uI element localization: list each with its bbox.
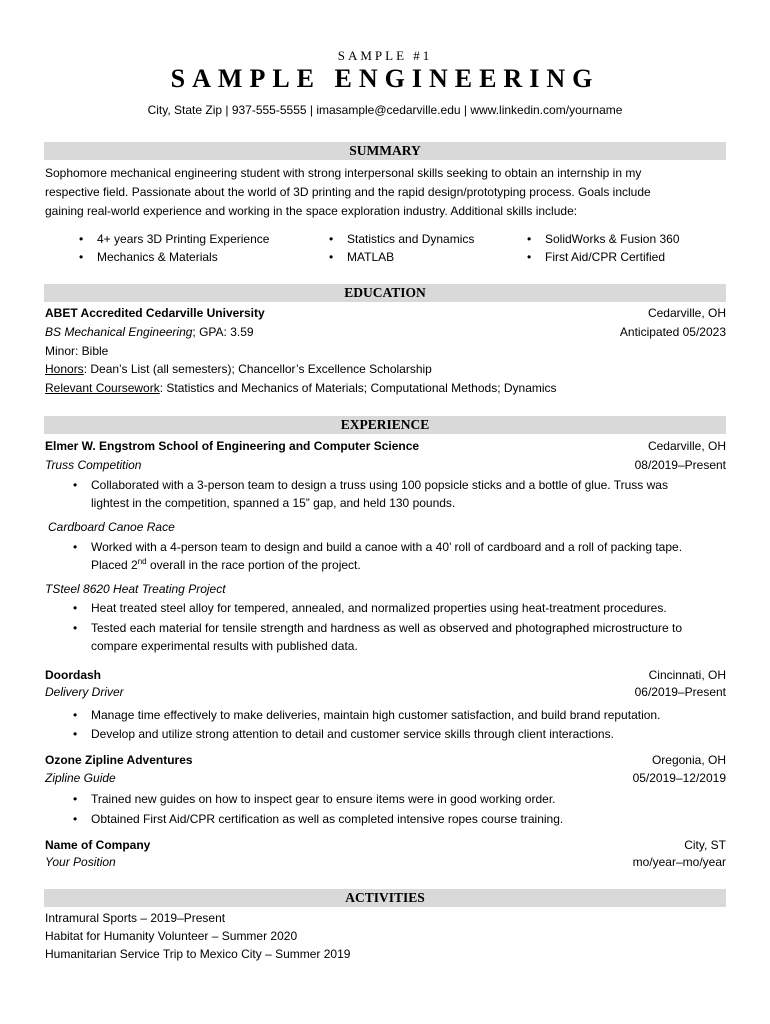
experience-heading: EXPERIENCE — [44, 416, 726, 434]
project-title: TSteel 8620 Heat Treating Project — [45, 582, 226, 596]
org-location: Cincinnati, OH — [648, 668, 726, 682]
degree-line — [45, 323, 254, 342]
honors-line — [45, 360, 432, 379]
activity-item: Humanitarian Service Trip to Mexico City – Summer 2019 — [45, 947, 351, 961]
position-date: mo/year–mo/year — [632, 855, 726, 869]
position-title: Zipline Guide — [45, 771, 116, 785]
position-date: 05/2019–12/2019 — [632, 771, 726, 785]
honors: : Dean’s List (all semesters); Chancellor’s Excellence Scholarship — [83, 362, 432, 376]
org-location: City, ST — [684, 838, 726, 852]
bullet-continuation — [91, 556, 361, 575]
org-location: Oregonia, OH — [651, 753, 726, 767]
skill-item: • MATLAB — [347, 248, 394, 267]
coursework: : Statistics and Mechanics of Materials; Computational Methods; Dynamics — [159, 381, 557, 395]
position-title: Your Position — [45, 855, 116, 869]
project-title: Cardboard Canoe Race — [48, 520, 175, 534]
education-heading: EDUCATION — [44, 284, 726, 302]
skill-item: • Statistics and Dynamics — [347, 230, 474, 249]
degree: BS Mechanical Engineering — [45, 325, 193, 339]
position-date: 06/2019–Present — [634, 685, 726, 699]
sample-label: SAMPLE #1 — [337, 48, 433, 63]
bullet-item: • Manage time effectively to make deliveries, maintain high customer satisfaction, and build brand reputation. — [91, 706, 660, 725]
org-name: Name of Company — [45, 838, 151, 852]
honors-label: Honors — [45, 362, 84, 376]
school-location: Cedarville, OH — [647, 306, 726, 320]
graduation-date: Anticipated 05/2023 — [619, 325, 726, 339]
org-name: Doordash — [45, 668, 102, 682]
skill-item: • First Aid/CPR Certified — [545, 248, 665, 267]
activity-item: Intramural Sports – 2019–Present — [45, 911, 226, 925]
placement-text: Placed 2 — [91, 558, 138, 572]
activity-item: Habitat for Humanity Volunteer – Summer 2020 — [45, 929, 298, 943]
gpa: ; GPA: 3.59 — [192, 325, 254, 339]
bullet-item: • Heat treated steel alloy for tempered, annealed, and normalized properties using heat-treatment procedures. — [91, 599, 667, 618]
skill-item: • SolidWorks & Fusion 360 — [545, 230, 680, 249]
contact-line: City, State Zip | 937-555-5555 | imasample@cedarville.edu | www.linkedin.com/yourname — [147, 103, 623, 117]
bullet-item: • Develop and utilize strong attention to detail and customer service skills through client interactions. — [91, 725, 614, 744]
project-date: 08/2019–Present — [634, 458, 726, 472]
skill-item: • Mechanics & Materials — [97, 248, 218, 267]
minor: Minor: Bible — [45, 344, 109, 358]
bullet-continuation: lightest in the competition, spanned a 15” gap, and held 130 pounds. — [91, 496, 456, 510]
coursework-line — [45, 379, 557, 398]
school-name: ABET Accredited Cedarville University — [45, 306, 265, 320]
activities-heading: ACTIVITIES — [44, 889, 726, 907]
bullet-item: • Collaborated with a 3-person team to design a truss using 100 popsicle sticks and a bottle of glue. Truss was — [91, 476, 668, 495]
project-title: Truss Competition — [45, 458, 142, 472]
placement-rest: overall in the race portion of the project. — [146, 558, 361, 572]
summary-line-2: respective field. Passionate about the world of 3D printing and the rapid design/prototyping process. Goals include — [45, 185, 651, 199]
coursework-label: Relevant Coursework — [45, 381, 160, 395]
resume-name: SAMPLE ENGINEERING — [170, 64, 600, 93]
bullet-item: • Tested each material for tensile strength and hardness as well as observed and photographed microstructure to — [91, 619, 682, 638]
bullet-item: • Trained new guides on how to inspect gear to ensure items were in good working order. — [91, 790, 555, 809]
org-location: Cedarville, OH — [647, 439, 726, 453]
org-name: Ozone Zipline Adventures — [45, 753, 193, 767]
summary-line-1: Sophomore mechanical engineering student with strong interpersonal skills seeking to obtain an internship in my — [45, 166, 642, 180]
skill-item: • 4+ years 3D Printing Experience — [97, 230, 269, 249]
bullet-item: • Worked with a 4-person team to design and build a canoe with a 40’ roll of cardboard and a roll of packing tape. — [91, 538, 682, 557]
placement-sup: nd — [137, 557, 147, 566]
bullet-item: • Obtained First Aid/CPR certification as well as completed intensive ropes course training. — [91, 810, 563, 829]
position-title: Delivery Driver — [45, 685, 124, 699]
bullet-continuation: compare experimental results with published data. — [91, 639, 358, 653]
summary-line-3: gaining real-world experience and working in the space exploration industry. Additional skills include: — [45, 204, 578, 218]
org-name: Elmer W. Engstrom School of Engineering and Computer Science — [45, 439, 420, 453]
summary-heading: SUMMARY — [44, 142, 726, 160]
